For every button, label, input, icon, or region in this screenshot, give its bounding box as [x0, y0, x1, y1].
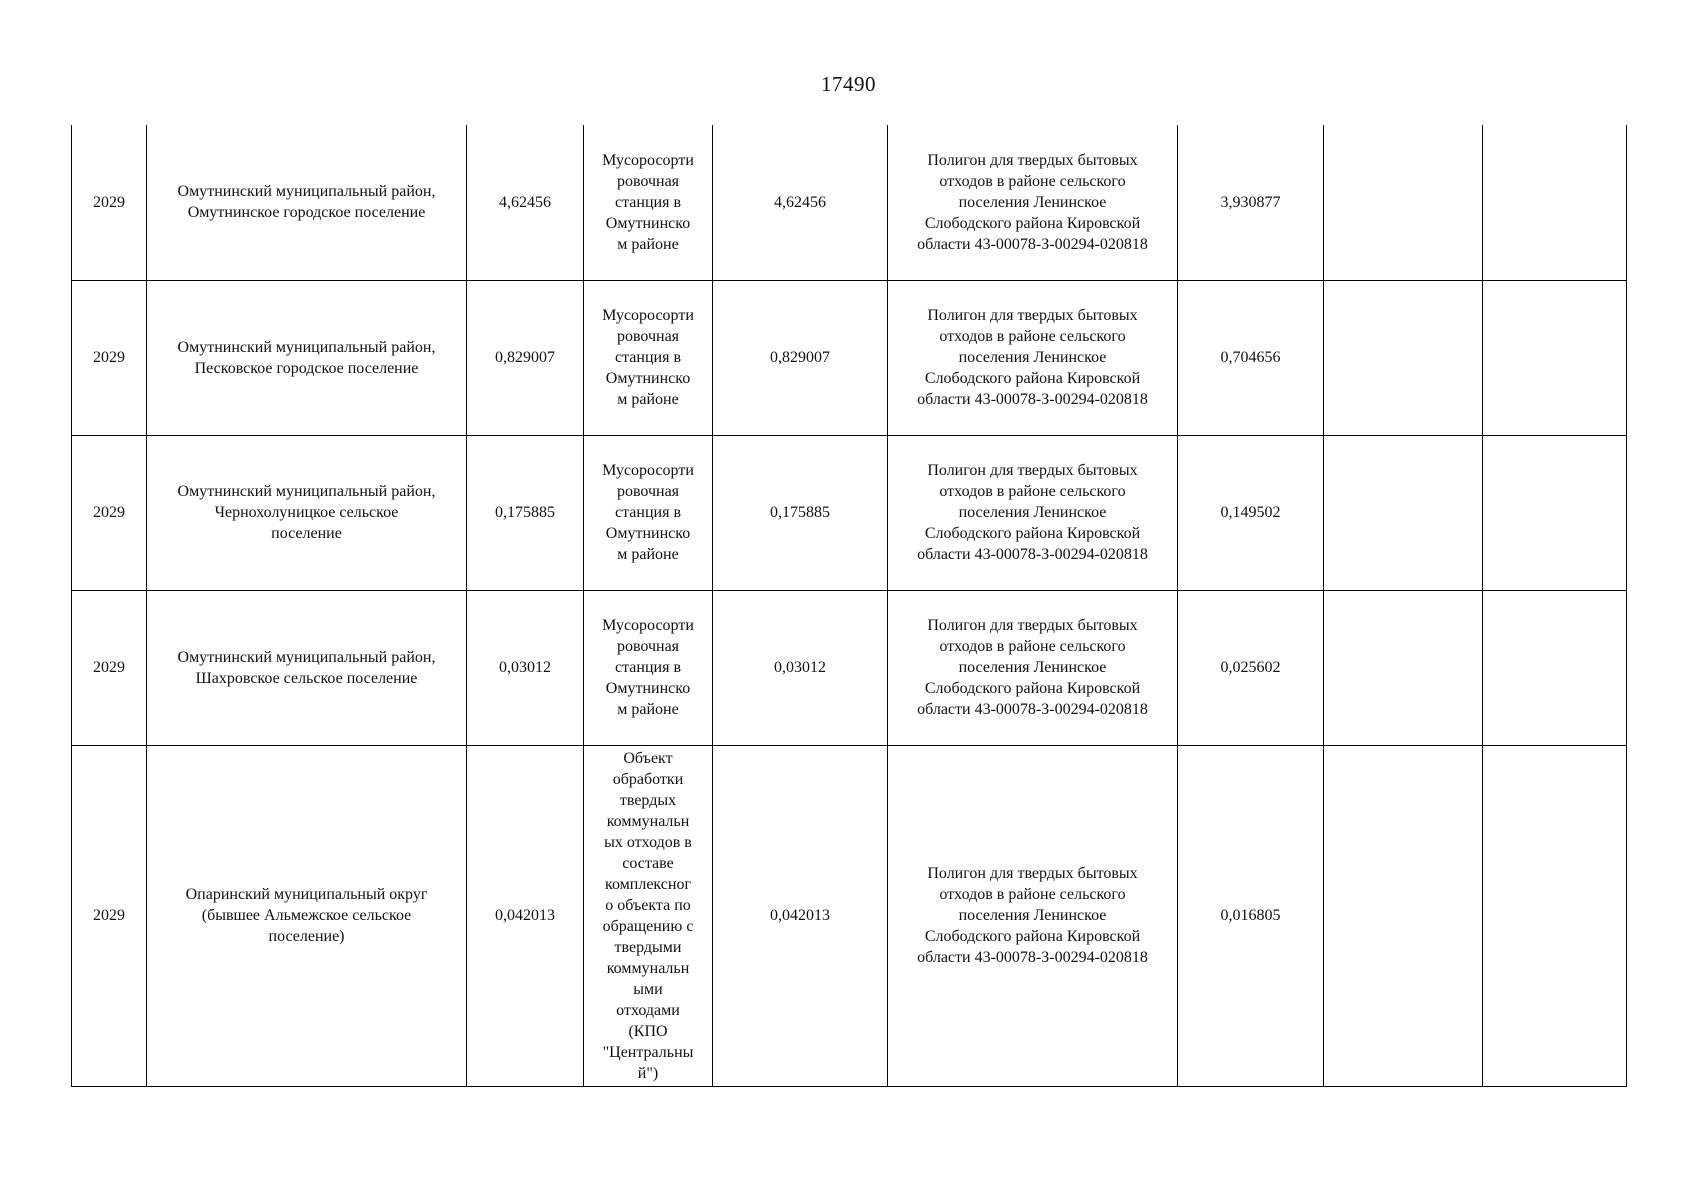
table-row [72, 435, 1627, 590]
year-cell: 2029 [72, 745, 147, 1086]
amount-c-cell: 0,016805 [1178, 745, 1324, 1086]
empty-cell [1483, 435, 1627, 590]
empty-cell [1483, 590, 1627, 745]
table-row [72, 590, 1627, 745]
amount-b-cell: 0,829007 [713, 280, 888, 435]
amount-c-cell: 3,930877 [1178, 125, 1324, 280]
municipality-cell: Омутнинский муниципальный район, Шахровское сельское поселение [147, 590, 467, 745]
facility-cell: Мусоросорти ровочная станция в Омутнинско м районе [584, 125, 713, 280]
data-table [71, 125, 1627, 1087]
empty-cell [1324, 280, 1483, 435]
empty-cell [1324, 590, 1483, 745]
facility-cell: Мусоросорти ровочная станция в Омутнинско м районе [584, 435, 713, 590]
amount-a-cell: 0,042013 [467, 745, 584, 1086]
year-cell: 2029 [72, 125, 147, 280]
amount-b-cell: 0,175885 [713, 435, 888, 590]
facility-cell: Мусоросорти ровочная станция в Омутнинско м районе [584, 280, 713, 435]
empty-cell [1324, 125, 1483, 280]
year-cell: 2029 [72, 280, 147, 435]
facility-cell: Объект обработки твердых коммунальн ых отходов в составе комплексног о объекта по обращению с твердыми коммунальн ыми отходами (КПО "Центральны й") [584, 745, 713, 1086]
amount-a-cell: 0,829007 [467, 280, 584, 435]
table-row [72, 745, 1627, 1086]
municipality-cell: Омутнинский муниципальный район, Чернохолуницкое сельское поселение [147, 435, 467, 590]
municipality-cell: Омутнинский муниципальный район, Омутнинское городское поселение [147, 125, 467, 280]
landfill-cell: Полигон для твердых бытовых отходов в районе сельского поселения Ленинское Слободского района Кировской области 43-00078-З-00294-020818 [888, 280, 1178, 435]
amount-b-cell: 0,03012 [713, 590, 888, 745]
empty-cell [1324, 745, 1483, 1086]
table-row [72, 125, 1627, 280]
landfill-cell: Полигон для твердых бытовых отходов в районе сельского поселения Ленинское Слободского района Кировской области 43-00078-З-00294-020818 [888, 435, 1178, 590]
amount-c-cell: 0,704656 [1178, 280, 1324, 435]
landfill-cell: Полигон для твердых бытовых отходов в районе сельского поселения Ленинское Слободского района Кировской области 43-00078-З-00294-020818 [888, 125, 1178, 280]
amount-a-cell: 0,175885 [467, 435, 584, 590]
amount-b-cell: 0,042013 [713, 745, 888, 1086]
amount-a-cell: 4,62456 [467, 125, 584, 280]
municipality-cell: Омутнинский муниципальный район, Песковское городское поселение [147, 280, 467, 435]
amount-a-cell: 0,03012 [467, 590, 584, 745]
year-cell: 2029 [72, 590, 147, 745]
amount-c-cell: 0,025602 [1178, 590, 1324, 745]
landfill-cell: Полигон для твердых бытовых отходов в районе сельского поселения Ленинское Слободского района Кировской области 43-00078-З-00294-020818 [888, 745, 1178, 1086]
landfill-cell: Полигон для твердых бытовых отходов в районе сельского поселения Ленинское Слободского района Кировской области 43-00078-З-00294-020818 [888, 590, 1178, 745]
table-row [72, 280, 1627, 435]
empty-cell [1483, 280, 1627, 435]
municipality-cell: Опаринский муниципальный округ (бывшее Альмежское сельское поселение) [147, 745, 467, 1086]
empty-cell [1483, 745, 1627, 1086]
year-cell: 2029 [72, 435, 147, 590]
amount-b-cell: 4,62456 [713, 125, 888, 280]
amount-c-cell: 0,149502 [1178, 435, 1324, 590]
empty-cell [1324, 435, 1483, 590]
page-number: 17490 [821, 72, 876, 96]
facility-cell: Мусоросорти ровочная станция в Омутнинско м районе [584, 590, 713, 745]
empty-cell [1483, 125, 1627, 280]
